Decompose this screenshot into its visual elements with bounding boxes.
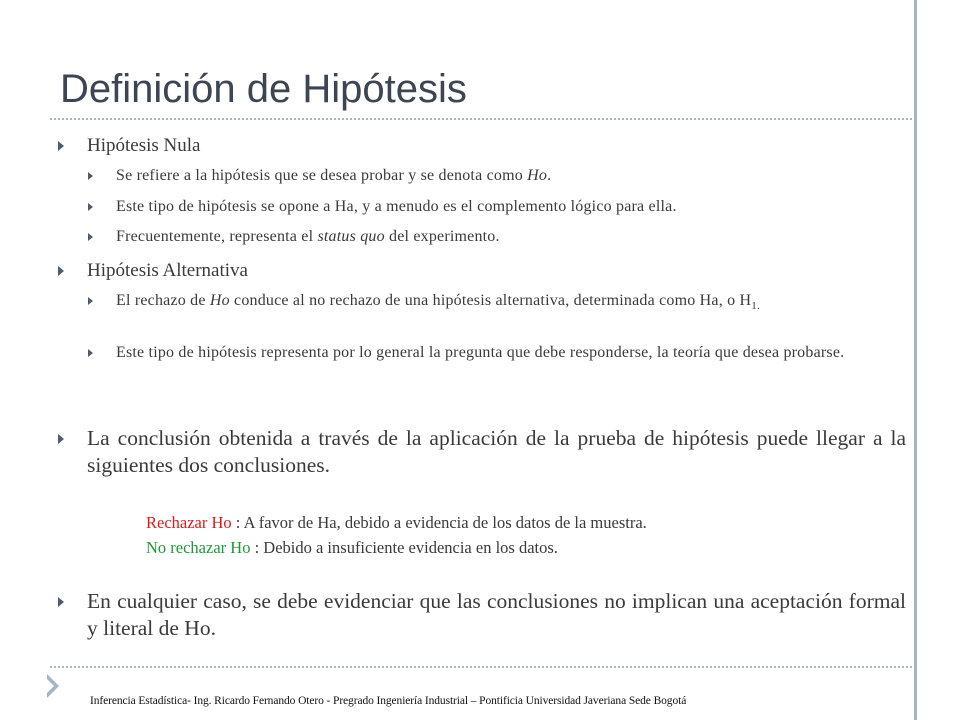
nula-bullet-1-ho: Ho: [527, 167, 548, 184]
nula-bullet-3-text: Frecuentemente, representa el: [116, 228, 318, 245]
title-divider: [50, 118, 912, 120]
bullet-arrow-icon: [88, 203, 93, 211]
heading-hipotesis-alternativa: Hipótesis Alternativa: [87, 260, 248, 281]
nula-bullet-1: [116, 166, 906, 186]
heading-hipotesis-nula: Hipótesis Nula: [87, 135, 201, 156]
noreject-text: : Debido a insuficiente evidencia en los datos.: [250, 538, 558, 557]
alternativa-bullet-1: [116, 291, 906, 316]
conclusion-paragraph: La conclusión obtenida a través de la aplicación de la prueba de hipótesis puede llegar a la siguientes dos conclusiones.: [87, 426, 906, 477]
bullet-arrow-icon: [88, 349, 93, 357]
right-accent-bar: [914, 0, 917, 720]
nula-bullet-3-end: del experimento.: [384, 228, 500, 245]
noreject-label: No rechazar Ho: [146, 538, 251, 557]
alternativa-bullet-1-post: conduce al no rechazo de una hipótesis alternativa, determinada como Ha, o H: [229, 292, 752, 309]
footer-text: Inferencia Estadística- Ing. Ricardo Fernando Otero - Pregrado Ingeniería Industrial – Pontificia Universidad Javeriana Sede Bogotá: [90, 695, 687, 707]
nula-bullet-1-text: Se refiere a la hipótesis que se desea probar y se denota como: [116, 167, 528, 184]
footer-divider: [50, 666, 912, 668]
alternativa-bullet-1-pre: El rechazo de: [116, 292, 210, 309]
conclusion-noreject-line: [146, 537, 558, 559]
footer-chevron-icon: [47, 674, 59, 698]
bullet-arrow-icon: [58, 597, 64, 607]
reject-label: Rechazar Ho: [146, 513, 232, 532]
final-paragraph: En cualquier caso, se debe evidenciar que las conclusiones no implican una aceptación formal y literal de Ho.: [87, 589, 906, 640]
conclusion-reject-line: [146, 512, 647, 534]
nula-bullet-2: Este tipo de hipótesis se opone a Ha, y a menudo es el complemento lógico para ella.: [116, 198, 677, 215]
alternativa-bullet-1-ho: Ho: [209, 292, 230, 309]
reject-text: : A favor de Ha, debido a evidencia de los datos de la muestra.: [231, 513, 647, 532]
nula-bullet-3: [116, 227, 906, 247]
slide-title: Definición de Hipótesis: [60, 67, 467, 111]
nula-bullet-3-status-quo: status quo: [317, 228, 385, 245]
bullet-arrow-icon: [88, 233, 93, 241]
alternativa-bullet-2: Este tipo de hipótesis representa por lo general la pregunta que debe responderse, la teoría que desea probarse.: [116, 344, 845, 361]
bullet-arrow-icon: [88, 297, 93, 305]
nula-bullet-1-end: .: [547, 167, 552, 184]
alternativa-bullet-1-sub: 1.: [751, 300, 760, 313]
bullet-arrow-icon: [58, 434, 64, 444]
bullet-arrow-icon: [58, 266, 64, 276]
bullet-arrow-icon: [88, 172, 93, 180]
bullet-arrow-icon: [58, 141, 64, 151]
